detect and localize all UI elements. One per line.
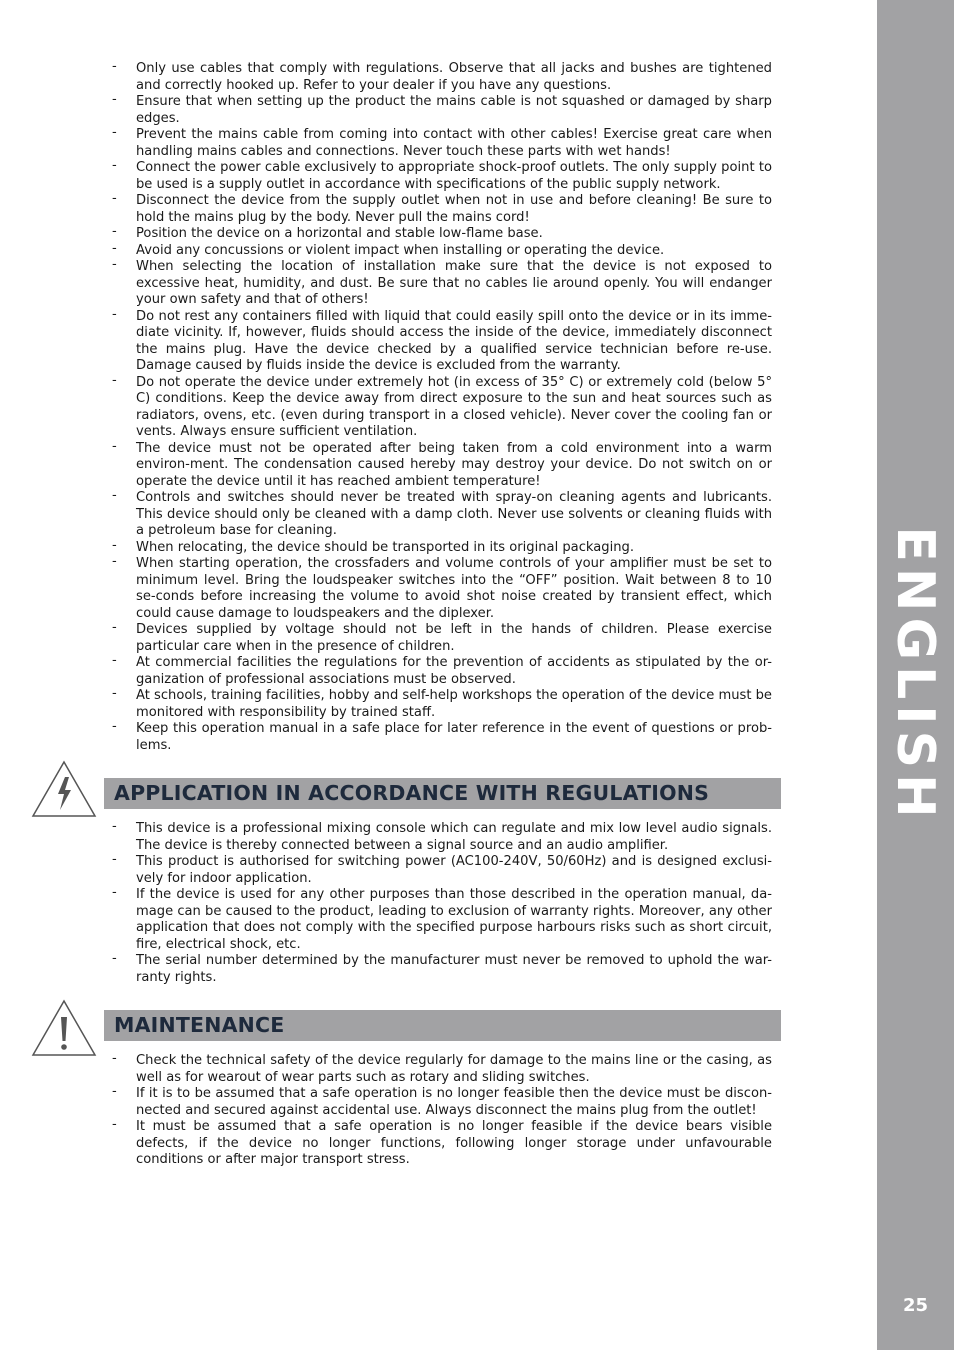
application-list — [112, 821, 772, 986]
list-item — [112, 94, 772, 127]
language-label: ENGLISH — [885, 526, 945, 824]
list-item-text: Check the technical safety of the device regularly for damage to the mains line or the casing, as well as for wearout of wear parts such as rotary and sliding switches. — [136, 1053, 772, 1085]
bullet-dash: - — [112, 1117, 117, 1132]
bullet-dash: - — [112, 554, 117, 569]
list-item-text: At commercial facilities the regulations for the prevention of accidents as stipulated by the or-ganization of professional associations must be observed. — [136, 655, 772, 687]
maintenance-heading: MAINTENANCE — [114, 1013, 285, 1037]
list-item — [112, 1119, 772, 1169]
bullet-dash: - — [112, 1051, 117, 1066]
bullet-dash: - — [112, 719, 117, 734]
list-item-text: Position the device on a horizontal and stable low-flame base. — [136, 226, 543, 241]
list-item — [112, 821, 772, 854]
list-item-text: The device must not be operated after being taken from a cold environment into a warm environ-ment. The condensation caused hereby may destroy your device. Do not switch on or operate the device until it has reached ambient temperature! — [136, 440, 772, 489]
list-item — [112, 655, 772, 688]
list-item — [112, 537, 772, 557]
bullet-dash: - — [112, 59, 117, 74]
list-item — [112, 887, 772, 953]
list-item-text: Do not rest any containers filled with liquid that could easily spill onto the device or in its imme-diate vicinity. If, however, fluids should access the inside of the device, immediately disconnect the mains plug. Have the device checked by a qualified service technician before re-use. Damage caused by fluids inside the device is excluded from the warranty. — [136, 308, 772, 373]
list-item-text: Only use cables that comply with regulations. Observe that all jacks and bushes are tightened and correctly hooked up. Refer to your dealer if you have any questions. — [136, 61, 772, 93]
application-heading: APPLICATION IN ACCORDANCE WITH REGULATIONS — [114, 781, 710, 805]
list-item — [112, 490, 772, 540]
list-item-text: When selecting the location of installation make sure that the device is not exposed to excessive heat, humidity, and dust. Be sure that no cables lie around openly. You will endanger your own safety and that of others! — [136, 259, 772, 307]
list-item-text: Prevent the mains cable from coming into contact with other cables! Exercise great care when handling mains cables and connections. Never touch these parts with wet hands! — [136, 127, 772, 159]
bullet-dash: - — [112, 372, 117, 388]
page-number: 25 — [902, 1295, 929, 1316]
bullet-dash: - — [112, 653, 117, 668]
bullet-dash: - — [112, 686, 117, 701]
list-item — [112, 556, 772, 622]
list-item — [112, 61, 772, 94]
list-item-text: When relocating, the device should be transported in its original packaging. — [136, 539, 635, 555]
list-item-text: This device is a professional mixing console which can regulate and mix low level audio signals. The device is thereby connected between a signal source and an audio amplifier. — [136, 821, 772, 853]
list-item — [112, 854, 772, 887]
list-item-text: If it is to be assumed that a safe operation is no longer feasible then the device must be discon-nected and secured against accidental use. Always disconnect the mains plug from the outlet! — [136, 1086, 772, 1118]
list-item — [112, 1086, 772, 1119]
list-item — [112, 127, 772, 160]
bullet-dash: - — [112, 224, 117, 239]
bullet-dash: - — [112, 306, 117, 322]
list-item — [112, 226, 772, 243]
list-item — [112, 688, 772, 721]
list-item — [112, 259, 772, 309]
list-item-text: It must be assumed that a safe operation is no longer feasible if the device bears visible defects, if the device no longer functions, following longer storage under unfavourable conditions or after major transport stress. — [136, 1119, 772, 1167]
list-item-text: Controls and switches should never be treated with spray-on cleaning agents and lubricants. This device should only be cleaned with a damp cloth. Never use solvents or cleaning fluids with a petroleum base for cleaning. — [136, 490, 772, 538]
list-item-text: Do not operate the device under extremely hot (in excess of 35° C) or extremely cold (below 5° C) conditions. Keep the device away from direct exposure to the sun and heat sources such as radiators, ovens, etc. (even during transport in a closed vehicle). Never cover the cooling fan or vents. Always ensure sufficient ventilation. — [136, 374, 772, 439]
list-item — [112, 1053, 772, 1086]
bullet-dash: - — [112, 885, 117, 900]
maintenance-section-header — [104, 1010, 781, 1041]
application-section-header — [104, 778, 781, 809]
list-item-text: Connect the power cable exclusively to appropriate shock-proof outlets. The only supply point to be used is a supply outlet in accordance with specifications of the public supply network. — [136, 160, 772, 192]
list-item — [112, 160, 772, 193]
bullet-dash: - — [112, 92, 117, 107]
list-item-text: When starting operation, the crossfaders and volume controls of your amplifier must be set to minimum level. Bring the loudspeaker switches into the “OFF” position. Wait between 8 to 10 se-conds before increasing the volume to avoid shot noise created by transient effect, which could cause damage to loudspeakers and the diplexer. — [136, 556, 772, 621]
bullet-dash: - — [112, 191, 117, 206]
bullet-dash: - — [112, 240, 117, 256]
list-item-text: Keep this operation manual in a safe place for later reference in the event of questions or prob-lems. — [136, 721, 772, 753]
list-item-text: The serial number determined by the manufacturer must never be removed to uphold the war-ranty rights. — [136, 953, 772, 985]
bullet-dash: - — [112, 951, 117, 966]
maintenance-list — [112, 1053, 772, 1169]
list-item — [112, 438, 772, 491]
list-item-text: This product is authorised for switching power (AC100-240V, 50/60Hz) and is designed exclusi-vely for indoor application. — [136, 854, 772, 886]
list-item — [112, 372, 772, 441]
list-item — [112, 193, 772, 226]
bullet-dash: - — [112, 537, 117, 553]
list-item-text: Avoid any concussions or violent impact when installing or operating the device. — [136, 242, 665, 258]
list-item-text: At schools, training facilities, hobby and self-help workshops the operation of the device must be monitored with responsibility by trained staff. — [136, 688, 772, 720]
list-item — [112, 306, 772, 375]
lightning-warning-icon — [31, 760, 97, 818]
bullet-dash: - — [112, 438, 117, 454]
list-item-text: Devices supplied by voltage should not be left in the hands of children. Please exercise particular care when in the presence of children. — [136, 622, 772, 654]
bullet-dash: - — [112, 620, 117, 635]
bullet-dash: - — [112, 852, 117, 867]
list-item-text: Ensure that when setting up the product the mains cable is not squashed or damaged by sharp edges. — [136, 94, 772, 126]
list-item-text: If the device is used for any other purposes than those described in the operation manual, da-mage can be caused to the product, leading to exclusion of warranty rights. Moreover, any other application that does not comply with the specified purpose harbours risks such as short circuit, fire, electrical shock, etc. — [136, 887, 772, 952]
bullet-dash: - — [112, 1084, 117, 1099]
list-item — [112, 953, 772, 986]
bullet-dash: - — [112, 488, 117, 503]
bullet-dash: - — [112, 158, 117, 173]
list-item — [112, 240, 772, 260]
list-item-text: Disconnect the device from the supply outlet when not in use and before cleaning! Be sure to hold the mains plug by the body. Never pull the mains cord! — [136, 193, 772, 225]
bullet-dash: - — [112, 257, 117, 272]
bullet-dash: - — [112, 819, 117, 834]
bullet-dash: - — [112, 125, 117, 140]
list-item — [112, 622, 772, 655]
safety-instructions-list — [112, 61, 772, 754]
list-item — [112, 721, 772, 754]
exclamation-warning-icon — [31, 999, 97, 1057]
